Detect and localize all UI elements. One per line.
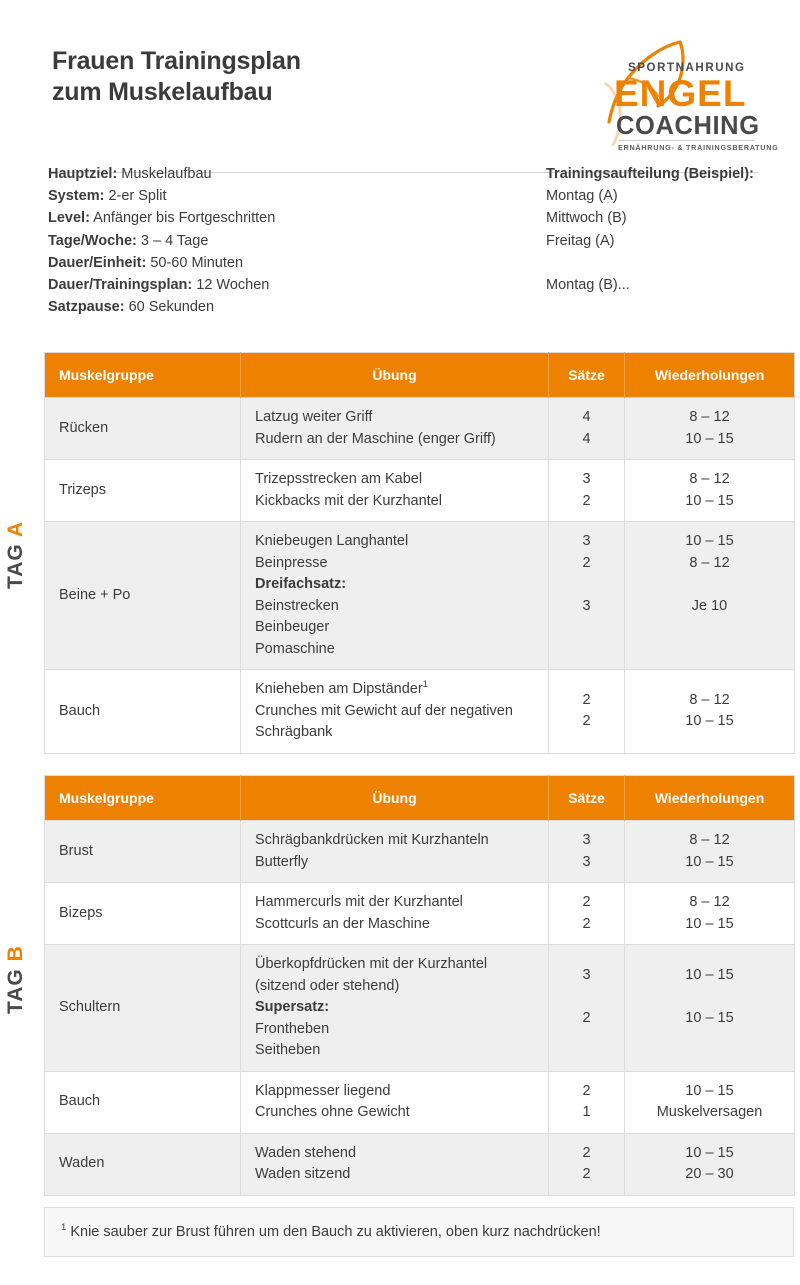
table-row <box>45 460 795 522</box>
column-header-reps: Wiederholungen <box>625 353 795 398</box>
value-line: 10 – 15 <box>685 492 734 509</box>
value-line: 8 – 12 <box>689 409 730 425</box>
exercise-line: Seitheben <box>255 1042 321 1058</box>
cell-sets <box>549 1071 625 1133</box>
plan-summary-value: 3 – 4 Tage <box>136 232 209 249</box>
title-line-2: zum Muskelaufbau <box>52 78 273 106</box>
table-header-row <box>45 353 795 398</box>
value-line: 2 <box>582 691 591 708</box>
exercise-line: Beinbeuger <box>255 619 330 635</box>
footnote-ref: 1 <box>422 679 428 691</box>
exercise-line: Supersatz: <box>255 999 330 1015</box>
plan-summary-value: Muskelaufbau <box>117 166 212 182</box>
cell-exercise <box>241 821 549 883</box>
table-row <box>45 670 795 754</box>
cell-reps <box>625 1133 795 1195</box>
cell-exercise <box>241 883 549 945</box>
cell-muscle-group: Trizeps <box>45 460 241 522</box>
column-header-exercise: Übung <box>241 776 549 821</box>
exercise-line: Kickbacks mit der Kurzhantel <box>255 492 442 509</box>
table-header-row <box>45 776 795 821</box>
column-header-sets: Sätze <box>549 353 625 398</box>
training-schedule-item: Freitag (A) <box>546 232 615 249</box>
day-tab-a-letter: A <box>4 521 27 538</box>
cell-sets <box>549 670 625 754</box>
cell-muscle-group: Bauch <box>45 670 241 754</box>
value-line: 3 <box>582 597 591 614</box>
plan-summary-label: Hauptziel: <box>48 166 118 182</box>
plan-summary-label: Level: <box>48 210 90 227</box>
cell-sets <box>549 1133 625 1195</box>
plan-summary-label: System: <box>48 188 105 205</box>
cell-muscle-group: Brust <box>45 821 241 883</box>
value-line: 8 – 12 <box>689 894 730 910</box>
value-line: 10 – 15 <box>685 966 734 983</box>
exercise-line: Hammercurls mit der Kurzhantel <box>255 894 463 910</box>
value-line: 8 – 12 <box>689 471 730 487</box>
cell-exercise <box>241 1071 549 1133</box>
value-line: 10 – 15 <box>685 430 734 447</box>
logo-tagline: ERNÄHRUNG- & TRAININGSBERATUNG <box>618 143 779 152</box>
cell-reps <box>625 883 795 945</box>
footnote-marker: 1 <box>61 1222 67 1234</box>
column-header-reps: Wiederholungen <box>625 776 795 821</box>
value-line: 8 – 12 <box>689 554 730 571</box>
cell-sets <box>549 883 625 945</box>
cell-exercise <box>241 945 549 1072</box>
exercise-line: Beinpresse <box>255 554 328 571</box>
cell-reps <box>625 945 795 1072</box>
exercise-line: Crunches mit Gewicht auf der negativen Schrägbank <box>255 702 513 740</box>
cell-reps <box>625 460 795 522</box>
column-header-muscle: Muskelgruppe <box>45 776 241 821</box>
brand-logo <box>576 34 779 156</box>
table-row <box>45 522 795 670</box>
value-line: 1 <box>582 1104 591 1120</box>
value-line: 20 – 30 <box>685 1166 734 1182</box>
exercise-line: Schrägbankdrücken mit Kurzhanteln <box>255 832 489 848</box>
exercise-line: Crunches ohne Gewicht <box>255 1104 410 1120</box>
table-body-day-b <box>45 821 795 1196</box>
training-schedule-item: Montag (B)... <box>546 277 630 293</box>
plan-summary-value: 60 Sekunden <box>124 299 215 316</box>
exercise-line: Latzug weiter Griff <box>255 409 373 425</box>
value-line: 2 <box>582 554 591 571</box>
plan-summary-item <box>48 163 498 185</box>
column-header-exercise: Übung <box>241 353 549 398</box>
logo-top-word: SPORTNAHRUNG <box>628 62 746 74</box>
value-line: 2 <box>582 713 591 730</box>
value-line: 3 <box>582 832 591 848</box>
day-tab-b-prefix: TAG <box>4 961 27 1014</box>
value-line: 2 <box>582 894 591 910</box>
value-line: 2 <box>582 1166 591 1182</box>
value-line: 2 <box>582 915 591 932</box>
cell-sets <box>549 821 625 883</box>
plan-summary-item <box>48 185 498 207</box>
cell-exercise <box>241 1133 549 1195</box>
table-row <box>45 1133 795 1195</box>
column-header-muscle: Muskelgruppe <box>45 353 241 398</box>
plan-summary-label: Dauer/Trainingsplan: <box>48 277 193 294</box>
cell-reps <box>625 522 795 670</box>
value-line: 10 – 15 <box>685 1009 734 1026</box>
plan-summary-label: Satzpause: <box>48 299 125 316</box>
plan-summary-item <box>48 296 498 318</box>
logo-brand: ENGEL <box>614 73 747 114</box>
plan-summary-item <box>48 230 498 252</box>
exercise-line: Trizepsstrecken am Kabel <box>255 471 423 487</box>
page-title <box>52 46 301 108</box>
cell-exercise <box>241 522 549 670</box>
value-line: 3 <box>582 853 591 870</box>
exercise-line: Pomaschine <box>255 640 335 657</box>
value-line: 4 <box>582 409 591 425</box>
value-line: 10 – 15 <box>685 915 734 932</box>
cell-reps <box>625 1071 795 1133</box>
logo-divider <box>618 140 754 141</box>
value-line: 10 – 15 <box>685 1144 734 1161</box>
title-line-1: Frauen Trainingsplan <box>52 47 301 75</box>
cell-muscle-group: Waden <box>45 1133 241 1195</box>
document-header <box>44 34 779 152</box>
training-table-day-b <box>44 775 795 1196</box>
cell-muscle-group: Beine + Po <box>45 522 241 670</box>
value-line: 3 <box>582 966 591 983</box>
cell-sets <box>549 945 625 1072</box>
cell-exercise <box>241 670 549 754</box>
plan-summary-item <box>48 252 498 274</box>
cell-muscle-group: Rücken <box>45 398 241 460</box>
plan-summary-list <box>48 163 498 318</box>
cell-reps <box>625 821 795 883</box>
training-schedule-item: Montag (A) <box>546 188 618 205</box>
cell-sets <box>549 460 625 522</box>
value-line: 10 – 15 <box>685 533 734 549</box>
plan-summary-label: Tage/Woche: <box>48 232 137 249</box>
exercise-line: Kniebeugen Langhantel <box>255 533 409 549</box>
day-tab-a-prefix: TAG <box>4 537 27 589</box>
exercise-line: Beinstrecken <box>255 597 339 614</box>
value-line: 10 – 15 <box>685 1082 734 1099</box>
logo-sub-brand: COACHING <box>616 112 760 140</box>
value-line: 3 <box>582 533 591 549</box>
training-schedule-item: Mittwoch (B) <box>546 210 627 227</box>
training-schedule-list <box>546 163 796 296</box>
day-tab-b-letter: B <box>4 945 27 962</box>
table-row <box>45 821 795 883</box>
plan-summary-item <box>48 274 498 296</box>
exercise-line: Rudern an der Maschine (enger Griff) <box>255 430 496 447</box>
exercise-line: Klappmesser liegend <box>255 1082 391 1099</box>
training-schedule-heading: Trainingsaufteilung (Beispiel): <box>546 166 754 182</box>
cell-muscle-group: Schultern <box>45 945 241 1072</box>
value-line: 10 – 15 <box>685 853 734 870</box>
cell-muscle-group: Bauch <box>45 1071 241 1133</box>
footnote-box <box>44 1207 794 1257</box>
footnote-text: Knie sauber zur Brust führen um den Bauch zu aktivieren, oben kurz nachdrücken! <box>70 1224 601 1240</box>
value-line: Je 10 <box>691 597 728 614</box>
table-row <box>45 883 795 945</box>
exercise-line: Butterfly <box>255 853 309 870</box>
table-row <box>45 398 795 460</box>
value-line: 10 – 15 <box>685 713 734 730</box>
value-line: 2 <box>582 1144 591 1161</box>
training-table-day-a <box>44 352 795 754</box>
value-line: 2 <box>582 1009 591 1026</box>
value-line: 4 <box>582 430 591 447</box>
value-line: 2 <box>582 492 591 509</box>
exercise-line: Überkopfdrücken mit der Kurzhantel (sitzend oder stehend) <box>255 956 488 994</box>
exercise-line: Knieheben am Dipständer$^1$ <box>255 679 428 697</box>
plan-summary-item <box>48 207 498 229</box>
cell-sets <box>549 522 625 670</box>
cell-reps <box>625 670 795 754</box>
cell-muscle-group: Bizeps <box>45 883 241 945</box>
table-body-day-a <box>45 398 795 754</box>
value-line: Muskelversagen <box>656 1104 763 1120</box>
column-header-sets: Sätze <box>549 776 625 821</box>
value-line: 8 – 12 <box>689 832 730 848</box>
exercise-line: Dreifachsatz: <box>255 576 347 592</box>
value-line: 3 <box>582 471 591 487</box>
day-tab-b <box>4 945 28 1014</box>
cell-exercise <box>241 398 549 460</box>
cell-exercise <box>241 460 549 522</box>
exercise-line: Scottcurls an der Maschine <box>255 915 430 932</box>
plan-summary-value: 50-60 Minuten <box>146 254 244 271</box>
plan-summary-value: 12 Wochen <box>192 277 270 294</box>
value-line: 2 <box>582 1082 591 1099</box>
table-row <box>45 1071 795 1133</box>
cell-sets <box>549 398 625 460</box>
training-schedule-spacer <box>546 252 796 274</box>
exercise-line: Waden stehend <box>255 1144 357 1161</box>
plan-summary-value: Anfänger bis Fortgeschritten <box>89 210 276 227</box>
exercise-line: Frontheben <box>255 1020 330 1037</box>
value-line: 8 – 12 <box>689 691 730 708</box>
cell-reps <box>625 398 795 460</box>
table-row <box>45 945 795 1072</box>
plan-summary-label: Dauer/Einheit: <box>48 254 147 271</box>
day-tab-a <box>4 521 28 589</box>
exercise-line: Waden sitzend <box>255 1166 351 1182</box>
plan-summary-value: 2-er Split <box>104 188 167 205</box>
